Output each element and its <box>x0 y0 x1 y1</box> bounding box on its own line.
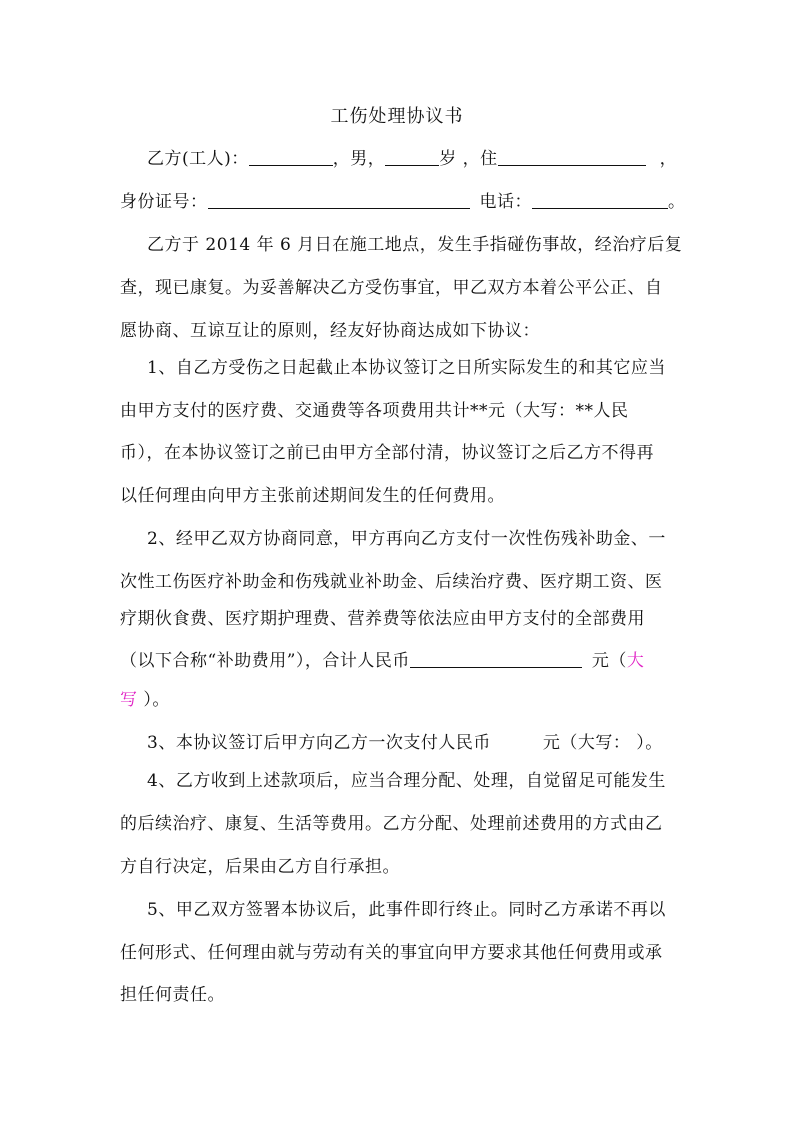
id-line-end: 。 <box>668 192 686 212</box>
intro-line: 愿协商、互谅互让的原则，经友好协商达成如下协议： <box>120 321 540 341</box>
clause-4-line: 方自行决定，后果由乙方自行承担。 <box>120 857 400 877</box>
name-blank <box>249 147 333 166</box>
clause-2-line: 2、经甲乙双方协商同意，甲方再向乙方支付一次性伤残补助金、一 <box>147 529 666 549</box>
clause-2-line: 疗期伙食费、医疗期护理费、营养费等依法应由甲方支付的全部费用 <box>120 609 645 629</box>
highlight-char: 大 <box>626 651 645 671</box>
party-label: 乙方(工人)： <box>147 149 249 169</box>
clause-1-line: 1、自乙方受伤之日起截止本协议签订之日所实际发生的和其它应当 <box>147 358 666 378</box>
subsidy-unit: 元（ <box>591 651 627 671</box>
clause-3-rest: 元（大写： ）。 <box>542 733 663 753</box>
clause-1-line: 以任何理由向甲方主张前述期间发生的任何费用。 <box>120 486 505 506</box>
clause-2-line <box>120 648 644 674</box>
intro-line: 查，现已康复。为妥善解决乙方受伤事宜，甲乙双方本着公平公正、自 <box>120 278 663 298</box>
phone-label: 电话： <box>479 192 532 212</box>
clause-5-line: 担任何责任。 <box>120 985 225 1005</box>
clause-1-line: 币），在本协议签订之前已由甲方全部付清，协议签订之后乙方不得再 <box>120 443 654 463</box>
clause-1-line: 由甲方支付的医疗费、交通费等各项费用共计**元（大写：**人民 <box>120 401 629 421</box>
clause-2-line <box>120 687 170 713</box>
address-blank <box>498 147 646 166</box>
clause-2-subsidy-text: （以下合称“补助费用”），合计人民币 <box>120 651 410 671</box>
clause-4-line: 的后续治疗、康复、生活等费用。乙方分配、处理前述费用的方式由乙 <box>120 814 663 834</box>
document-title: 工伤处理协议书 <box>330 106 464 127</box>
clause-5-line: 5、甲乙双方签署本协议后，此事件即行终止。同时乙方承诺不再以 <box>147 900 666 920</box>
clause-4-line: 4、乙方收到上述款项后，应当合理分配、处理，自觉留足可能发生 <box>147 771 666 791</box>
clause-2-line: 次性工伤医疗补助金和伤残就业补助金、后续治疗费、医疗期工资、医 <box>120 572 663 592</box>
id-line <box>120 189 686 215</box>
age-unit-text: 岁 ，住 <box>439 149 498 169</box>
party-line <box>147 146 677 172</box>
id-label: 身份证号： <box>120 192 208 212</box>
clause-3-line <box>147 730 663 756</box>
intro-line: 乙方于 2014 年 6 月日在施工地点，发生手指碰伤事故，经治疗后复 <box>147 235 683 255</box>
gender-text: ，男， <box>332 149 386 169</box>
party-line-end: ， <box>659 149 678 169</box>
phone-blank <box>532 190 668 209</box>
clause-2-end: ）。 <box>137 690 170 710</box>
highlight-char: 写 <box>120 690 138 710</box>
clause-5-line: 任何形式、任何理由就与劳动有关的事宜向甲方要求其他任何费用或承 <box>120 943 663 963</box>
clause-3-text: 3、本协议签订后甲方向乙方一次支付人民币 <box>147 733 491 753</box>
subsidy-amount-blank <box>410 649 582 668</box>
id-number-blank <box>208 190 470 209</box>
age-blank <box>385 147 439 166</box>
